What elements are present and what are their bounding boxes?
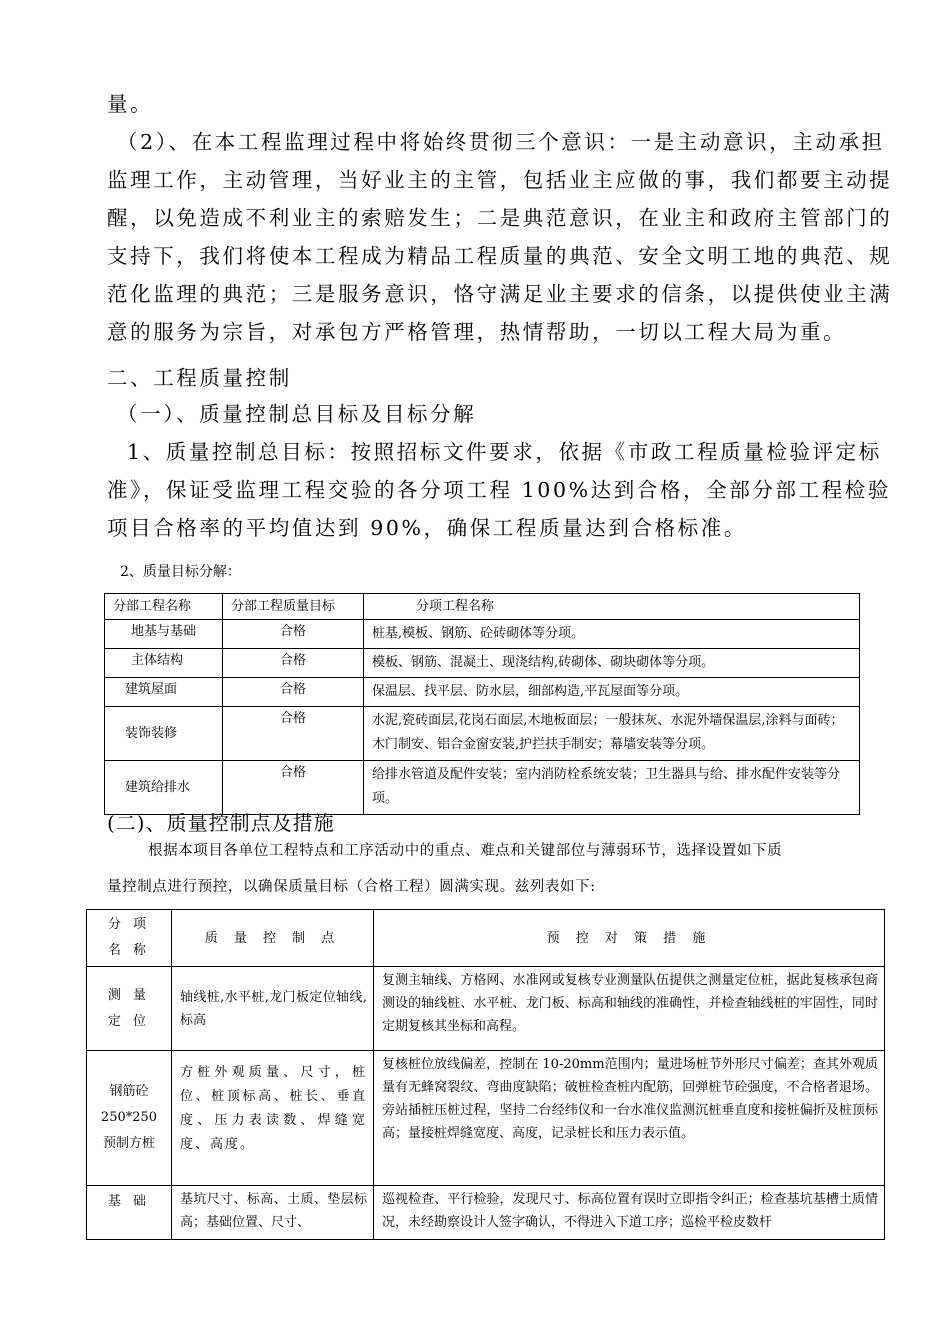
cell-name: 建筑屋面 (105, 678, 223, 707)
subsection-heading: (二)、质量控制点及措施 (107, 811, 335, 835)
header-cell: 分项工程名称 (364, 594, 860, 620)
cell-points: 方桩外观质量、尺寸，桩位、桩顶标高、桩长、垂直度、压力表读数、焊缝宽度、高度。 (172, 1051, 374, 1186)
table-row (87, 967, 885, 1051)
cell-measures: 复核桩位放线偏差，控制在 10-20mm范围内；量进场桩节外形尺寸偏差；查其外观质量有无蜂窝裂纹、弯曲度缺陷；破桩检查桩内配筋，回弹桩节砼强度，不合格者退场。旁站插桩压桩过程，坚持二台经纬仪和一台水准仪监测沉桩垂直度和接桩偏折及桩顶标高；量接桩焊缝宽度、高度，记录桩长和压力表示值。 (374, 1051, 885, 1186)
header-cell: 分部工程名称 (105, 594, 223, 620)
cell-items: 保温层、找平层、防水层，细部构造,平瓦屋面等分项。 (364, 678, 860, 707)
cell-name: 地基与基础 (105, 620, 223, 649)
cell-name: 基 础 (87, 1186, 172, 1240)
cell-measures: 复测主轴线、方格网、水准网或复核专业测量队伍提供之测量定位桩，据此复核承包商测设的轴线桩、水平桩、龙门板、标高和轴线的准确性，并检查轴线桩的牢固性，同时定期复核其坐标和高程。 (374, 967, 885, 1051)
table-row (105, 649, 860, 678)
table-header-row (105, 594, 860, 620)
header-cell: 分部工程质量目标 (223, 594, 364, 620)
table-row (87, 1051, 885, 1186)
cell-measures: 巡视检查、平行检验，发现尺寸、标高位置有误时立即指令纠正；检查基坑基槽土质情况，未经勘察设计人签字确认，不得进入下道工序；巡检平检皮数杆 (374, 1186, 885, 1240)
paragraph-tail: 量。 (107, 92, 154, 116)
table-row (105, 761, 860, 815)
paragraph-line: 范化监理的典范；三是服务意识，恪守满足业主要求的信条，以提供使业主满 (107, 282, 893, 306)
paragraph-line: 支持下，我们将使本工程成为精品工程质量的典范、安全文明工地的典范、规 (107, 244, 893, 268)
paragraph-line: （2）、在本工程监理过程中将始终贯彻三个意识：一是主动意识，主动承担 (117, 130, 885, 154)
cell-goal: 合格 (223, 761, 364, 815)
paragraph-line: 项目合格率的平均值达到 90%，确保工程质量达到合格标准。 (107, 516, 747, 540)
cell-name: 装饰装修 (105, 707, 223, 761)
subsection-heading: （一）、质量控制总目标及目标分解 (117, 402, 477, 426)
table-header-row (87, 910, 885, 967)
cell-points: 基坑尺寸、标高、土质、垫层标高；基础位置、尺寸、 (172, 1186, 374, 1240)
paragraph-line: 准》，保证受监理工程交验的各分项工程 100%达到合格，全部分部工程检验 (107, 478, 891, 502)
paragraph-line: 根据本项目各单位工程特点和工序活动中的重点、难点和关键部位与薄弱环节，选择设置如下质 (148, 843, 783, 859)
table1-caption: 2、质量目标分解： (120, 564, 241, 580)
table-row (105, 678, 860, 707)
paragraph-line: 监理工作，主动管理，当好业主的主管，包括业主应做的事，我们都要主动提 (107, 168, 893, 192)
header-cell: 质 量 控 制 点 (172, 910, 374, 967)
cell-name: 建筑给排水 (105, 761, 223, 815)
section-heading: 二、工程质量控制 (107, 366, 292, 390)
cell-items: 模板、钢筋、混凝土、现浇结构,砖砌体、砌块砌体等分项。 (364, 649, 860, 678)
quality-goal-table (104, 593, 860, 815)
cell-items: 水泥,瓷砖面层,花岗石面层,木地板面层；一般抹灰、水泥外墙保温层,涂料与面砖；木门制安、铝合金窗安装,护拦扶手制安；幕墙安装等分项。 (364, 707, 860, 761)
cell-name: 钢筋砼 250*250 预制方桩 (87, 1051, 172, 1186)
control-point-table (86, 909, 885, 1240)
cell-items: 给排水管道及配件安装；室内消防栓系统安装；卫生器具与给、排水配件安装等分项。 (364, 761, 860, 815)
paragraph-line: 意的服务为宗旨，对承包方严格管理，热情帮助，一切以工程大局为重。 (107, 320, 847, 344)
table-row (105, 620, 860, 649)
table-row (87, 1186, 885, 1240)
cell-goal: 合格 (223, 678, 364, 707)
paragraph-line: 1、质量控制总目标：按照招标文件要求，依据《市政工程质量检验评定标 (127, 440, 882, 464)
paragraph-line: 醒，以免造成不利业主的索赔发生；二是典范意识，在业主和政府主管部门的 (107, 206, 893, 230)
cell-goal: 合格 (223, 620, 364, 649)
cell-goal: 合格 (223, 707, 364, 761)
header-cell: 分 项 名 称 (87, 910, 172, 967)
cell-goal: 合格 (223, 649, 364, 678)
cell-items: 桩基,模板、钢筋、砼砖砌体等分项。 (364, 620, 860, 649)
cell-name: 测 量 定 位 (87, 967, 172, 1051)
header-cell: 预 控 对 策 措 施 (374, 910, 885, 967)
cell-name: 主体结构 (105, 649, 223, 678)
table-row (105, 707, 860, 761)
cell-points: 轴线桩,水平桩,龙门板定位轴线,标高 (172, 967, 374, 1051)
paragraph-line: 量控制点进行预控，以确保质量目标（合格工程）圆满实现。兹列表如下: (107, 879, 596, 895)
